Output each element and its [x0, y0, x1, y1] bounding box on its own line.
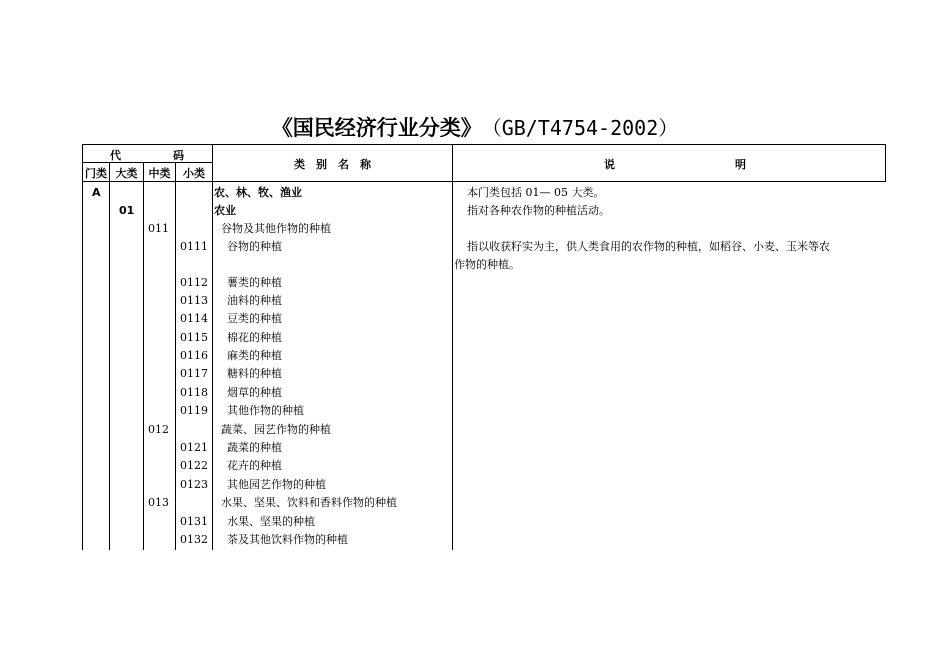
row-zhong-code: 013	[148, 496, 169, 509]
table-right-border	[885, 144, 886, 182]
col-divider-zhong	[143, 162, 144, 550]
row-zhong-code: 011	[148, 222, 169, 235]
row-xiao-code: 0112	[180, 276, 208, 289]
row-category-name: 油料的种植	[227, 294, 282, 307]
header-category-name: 类 别 名 称	[294, 158, 371, 171]
header-dalei: 大类	[115, 167, 138, 180]
row-category-name: 水果、坚果的种植	[227, 515, 315, 528]
row-category-name: 烟草的种植	[227, 386, 282, 399]
row-xiao-code: 0118	[180, 386, 208, 399]
row-description: 本门类包括 01— 05 大类。	[467, 186, 605, 199]
row-category-name: 麻类的种植	[227, 349, 282, 362]
row-category-name: 农业	[214, 204, 236, 217]
row-xiao-code: 0122	[180, 459, 208, 472]
row-xiao-code: 0117	[180, 367, 208, 380]
row-category-name: 棉花的种植	[227, 331, 282, 344]
header-menlei: 门类	[85, 167, 107, 180]
col-divider-desc	[452, 144, 453, 550]
row-category-name: 蔬菜的种植	[227, 441, 282, 454]
col-divider-da	[109, 162, 110, 550]
header-xiaolei: 小类	[183, 167, 205, 180]
row-category-name: 豆类的种植	[227, 312, 282, 325]
row-xiao-code: 0115	[180, 331, 208, 344]
row-da-code: 01	[119, 204, 135, 217]
industry-classification-table	[82, 144, 886, 550]
row-xiao-code: 0121	[180, 441, 208, 454]
row-category-name: 水果、坚果、饮料和香料作物的种植	[221, 496, 397, 509]
row-category-name: 蔬菜、园艺作物的种植	[221, 423, 331, 436]
title-code: （GB/T4754-2002）	[491, 116, 679, 140]
row-zhong-code: 012	[148, 423, 169, 436]
row-category-name: 农、林、牧、渔业	[214, 186, 302, 199]
header-bottom-border	[82, 181, 886, 182]
header-zhonglei: 中类	[148, 167, 171, 180]
document-title	[0, 114, 950, 142]
row-category-name: 谷物的种植	[227, 240, 282, 253]
row-xiao-code: 0111	[180, 240, 208, 253]
header-desc-char1: 说	[604, 158, 615, 171]
row-xiao-code: 0114	[180, 312, 208, 325]
header-code-char2: 码	[173, 149, 184, 162]
row-category-name: 其他作物的种植	[227, 404, 304, 417]
table-left-border	[82, 144, 83, 550]
row-category-name: 茶及其他饮料作物的种植	[227, 533, 348, 546]
col-divider-xiao	[175, 162, 176, 550]
table-top-border	[82, 144, 886, 145]
row-xiao-code: 0119	[180, 404, 208, 417]
row-category-name: 薯类的种植	[227, 276, 282, 289]
row-description-line1: 指以收获籽实为主，供人类食用的农作物的种植，如稻谷、小麦、玉米等农	[467, 240, 830, 253]
row-xiao-code: 0131	[180, 515, 208, 528]
col-divider-name	[212, 144, 213, 550]
row-category-name: 谷物及其他作物的种植	[221, 222, 331, 235]
header-desc-char2: 明	[735, 158, 746, 171]
row-xiao-code: 0123	[180, 478, 208, 491]
row-category-name: 花卉的种植	[227, 459, 282, 472]
row-xiao-code: 0113	[180, 294, 208, 307]
row-description: 指对各种农作物的种植活动。	[467, 204, 610, 217]
row-category-name: 其他园艺作物的种植	[227, 478, 326, 491]
header-code-divider	[82, 162, 213, 163]
row-xiao-code: 0116	[180, 349, 208, 362]
title-main: 《国民经济行业分类》	[271, 116, 482, 140]
row-category-name: 糖料的种植	[227, 367, 282, 380]
row-description-line2: 作物的种植。	[454, 258, 520, 271]
header-code-char1: 代	[110, 149, 121, 162]
row-men-code: A	[92, 186, 101, 199]
row-xiao-code: 0132	[180, 533, 208, 546]
